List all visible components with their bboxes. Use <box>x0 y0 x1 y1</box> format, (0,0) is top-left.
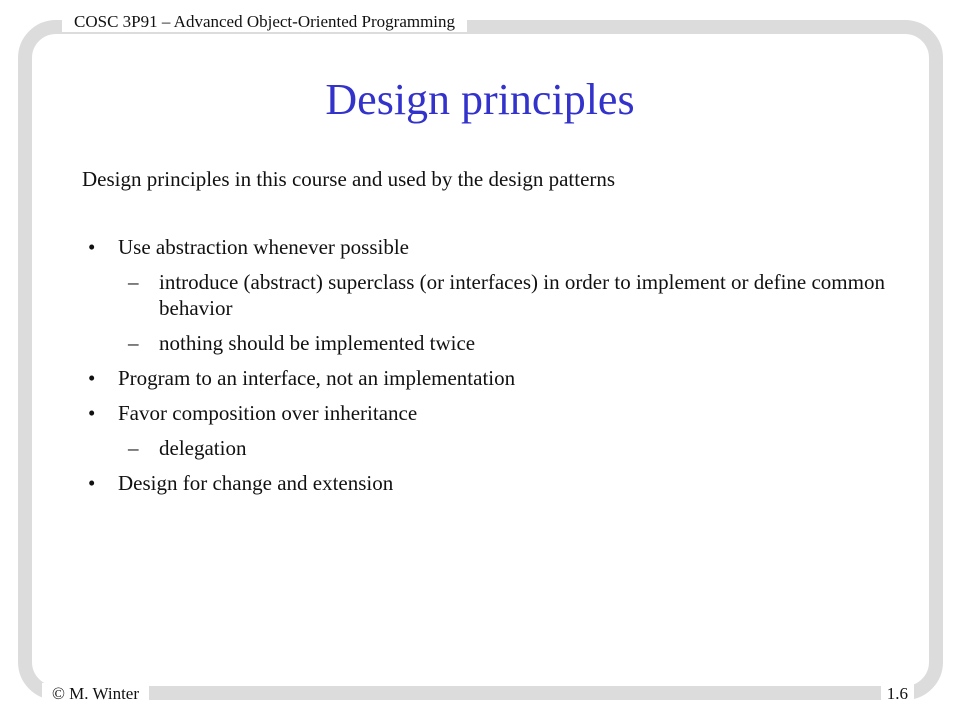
page-number: 1.6 <box>881 683 914 705</box>
bullet-item <box>0 400 900 426</box>
footer-author: © M. Winter <box>42 683 149 705</box>
sub-bullet-text: nothing should be implemented twice <box>159 331 476 355</box>
bullet-text: Favor composition over inheritance <box>118 401 418 425</box>
bullet-marker: • <box>88 471 96 495</box>
bullet-text: Use abstraction whenever possible <box>118 235 409 259</box>
slide-title: Design principles <box>325 75 635 124</box>
bullet-list <box>0 234 900 505</box>
dash-marker: – <box>128 331 139 355</box>
dash-marker: – <box>128 436 139 460</box>
sub-bullet-item <box>0 435 900 461</box>
bullet-text: Program to an interface, not an implementation <box>118 366 516 390</box>
bullet-text: Design for change and extension <box>118 471 394 495</box>
sub-bullet-item <box>0 330 900 356</box>
course-title: COSC 3P91 – Advanced Object-Oriented Programming <box>62 12 467 32</box>
bullet-item <box>0 365 900 391</box>
sub-bullet-text: introduce (abstract) superclass (or interfaces) in order to implement or define common behavior <box>159 270 885 320</box>
intro-text: Design principles in this course and used by the design patterns <box>82 167 616 191</box>
bullet-item <box>0 470 900 496</box>
bullet-item <box>0 234 900 260</box>
bullet-marker: • <box>88 235 96 259</box>
bullet-marker: • <box>88 366 96 390</box>
bullet-marker: • <box>88 401 96 425</box>
sub-bullet-item <box>0 269 900 321</box>
dash-marker: – <box>128 270 139 294</box>
sub-bullet-text: delegation <box>159 436 247 460</box>
